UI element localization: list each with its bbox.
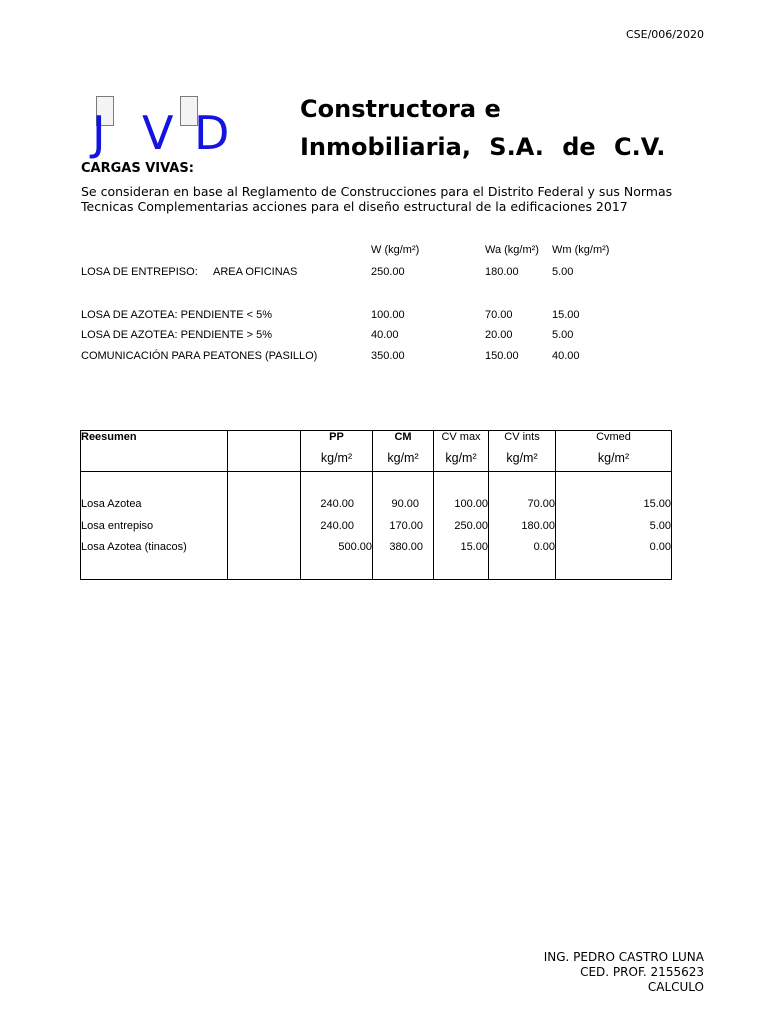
cell-cvints: 0.00 bbox=[489, 537, 556, 559]
load-wm: 15.00 bbox=[552, 309, 580, 321]
unit-label: kg/m² bbox=[489, 451, 556, 472]
company-logo bbox=[88, 100, 248, 160]
load-wa: 70.00 bbox=[485, 309, 513, 321]
table-header-row bbox=[81, 431, 672, 452]
table-row bbox=[81, 516, 672, 538]
col-header-cvmed: Cvmed bbox=[556, 431, 672, 452]
load-wa: 20.00 bbox=[485, 329, 513, 341]
cell-cm: 380.00 bbox=[373, 537, 434, 559]
header-wa: Wa (kg/m²) bbox=[485, 244, 539, 256]
load-label: COMUNICACIÓN PARA PEATONES (PASILLO) bbox=[81, 350, 318, 362]
logo-letter: D bbox=[194, 106, 230, 160]
cell-cvints: 70.00 bbox=[489, 494, 556, 516]
professional-license: CED. PROF. 2155623 bbox=[580, 965, 704, 979]
unit-label: kg/m² bbox=[434, 451, 489, 472]
cell-cm: 170.00 bbox=[373, 516, 434, 538]
row-label: Losa Azotea (tinacos) bbox=[81, 537, 228, 559]
load-sublabel: AREA OFICINAS bbox=[213, 266, 298, 278]
table-units-row bbox=[81, 451, 672, 472]
row-label: Losa entrepiso bbox=[81, 516, 228, 538]
col-header-pp: PP bbox=[301, 431, 373, 452]
cell-cvmed: 15.00 bbox=[556, 494, 672, 516]
cell-cvmed: 5.00 bbox=[556, 516, 672, 538]
signature-role: CALCULO bbox=[647, 980, 704, 994]
cell-cvints: 180.00 bbox=[489, 516, 556, 538]
company-name-line2: Inmobiliaria, S.A. de C.V. bbox=[300, 133, 666, 161]
company-name-line1: Constructora e bbox=[300, 95, 501, 123]
cell-cvmed: 0.00 bbox=[556, 537, 672, 559]
load-wm: 40.00 bbox=[552, 350, 580, 362]
load-label: LOSA DE AZOTEA: PENDIENTE < 5% bbox=[81, 309, 273, 321]
logo-letter: J bbox=[92, 106, 106, 160]
unit-label: kg/m² bbox=[373, 451, 434, 472]
row-label: Losa Azotea bbox=[81, 494, 228, 516]
cell-pp: 500.00 bbox=[301, 537, 373, 559]
col-header-cvmax: CV max bbox=[434, 431, 489, 452]
load-label: LOSA DE AZOTEA: PENDIENTE > 5% bbox=[81, 329, 273, 341]
cell-cvmax: 15.00 bbox=[434, 537, 489, 559]
company-name bbox=[300, 90, 680, 166]
header-wm: Wm (kg/m²) bbox=[552, 244, 610, 256]
section-title: CARGAS VIVAS: bbox=[81, 161, 194, 176]
engineer-name: ING. PEDRO CASTRO LUNA bbox=[543, 950, 704, 964]
load-wa: 180.00 bbox=[485, 266, 519, 278]
summary-table bbox=[80, 430, 672, 580]
col-header-cm: CM bbox=[373, 431, 434, 452]
load-w: 350.00 bbox=[371, 350, 405, 362]
load-w: 250.00 bbox=[371, 266, 405, 278]
logo-letter: V bbox=[142, 106, 174, 160]
table-row bbox=[81, 494, 672, 516]
cell-cvmax: 100.00 bbox=[434, 494, 489, 516]
summary-title: Reesumen bbox=[81, 431, 228, 452]
cell-pp: 240.00 bbox=[301, 516, 373, 538]
unit-label: kg/m² bbox=[301, 451, 373, 472]
load-w: 40.00 bbox=[371, 329, 399, 341]
cell-pp: 240.00 bbox=[301, 494, 373, 516]
load-wa: 150.00 bbox=[485, 350, 519, 362]
load-w: 100.00 bbox=[371, 309, 405, 321]
cell-cvmax: 250.00 bbox=[434, 516, 489, 538]
load-label: LOSA DE ENTREPISO: bbox=[81, 266, 198, 278]
col-header-cvints: CV ints bbox=[489, 431, 556, 452]
load-wm: 5.00 bbox=[552, 266, 574, 278]
unit-label: kg/m² bbox=[556, 451, 672, 472]
load-wm: 5.00 bbox=[552, 329, 574, 341]
intro-paragraph: Se consideran en base al Reglamento de Construcciones para el Distrito Federal y sus Normas Tecnicas Complementarias acciones para el diseño estructural de la edificaciones 2017 bbox=[81, 184, 673, 214]
cell-cm: 90.00 bbox=[373, 494, 434, 516]
signature-block bbox=[544, 950, 704, 995]
document-reference: CSE/006/2020 bbox=[625, 28, 704, 41]
header-w: W (kg/m²) bbox=[371, 244, 420, 256]
table-row bbox=[81, 537, 672, 559]
